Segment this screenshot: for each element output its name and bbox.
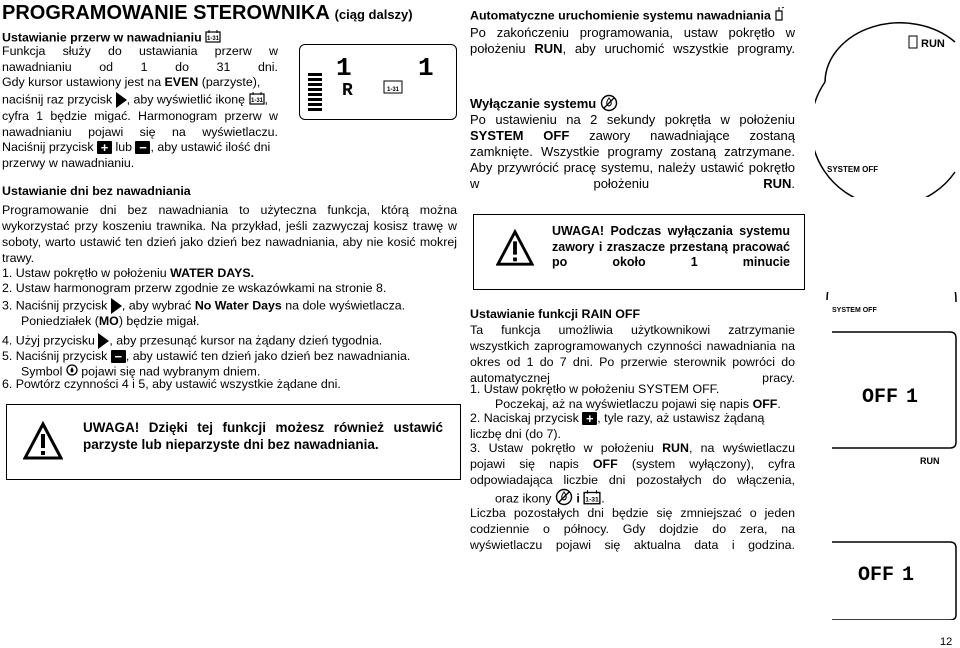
rain-off-figure (822, 292, 958, 470)
section-title-no-water-days: Ustawianie dni bez nawadniania (2, 184, 191, 198)
breaks-line4: Naciśnij przycisk + lub − , aby ustawić ilość dni przerwy w nawadnianiu. (2, 140, 271, 170)
step-4: 4. Użyj przycisku , aby przesunąć kursor na żądany dzień tygodnia. (2, 333, 383, 348)
calendar-1-31-icon (249, 91, 265, 110)
rain-step-3: 3. Ustaw pokrętło w położeniu RUN, na wyświetlaczu pojawi się napis OFF (system wyłączony), cyfra odpowiadająca liczbie dni pozostałych do włączenia, (470, 441, 795, 487)
right-arrow-button-icon (111, 298, 122, 314)
step-3: 3. Naciśnij przycisk , aby wybrać No Water Days na dole wyświetlacza. (2, 298, 406, 313)
title-suffix: (ciąg dalszy) (334, 7, 413, 22)
breaks-line1: Gdy kursor ustawiony jest na EVEN (parzyste), (2, 75, 261, 89)
warning-triangle-icon (496, 229, 534, 267)
lcd2-digit: 1 (906, 386, 919, 409)
lcd-display-breaks (299, 44, 457, 120)
right-arrow-button-icon (98, 333, 109, 349)
lcd3-off-text: OFF (858, 564, 895, 587)
section-title-system-off: Wyłączanie systemu (470, 94, 618, 116)
minus-button-icon: − (111, 350, 126, 363)
svg-text:1-31: 1-31 (585, 496, 600, 504)
dial-label-system-off: SYSTEM OFF (827, 165, 879, 174)
dial3-label-run: RUN (920, 456, 940, 466)
system-off-paragraph: Po ustawieniu na 2 sekundy pokrętła w położeniu SYSTEM OFF zawory nawadniające zostaną zamknięte. Wszystkie programy zostaną zatrzymane. Aby przywrócić pracę systemu, należy ustawić pokrętło w położeniu RUN. (470, 112, 795, 191)
breaks-line2: naciśnij raz przycisk , aby wyświetlić ikonę 1-31 , (2, 91, 292, 110)
dial2-label-system-off: SYSTEM OFF (832, 307, 877, 314)
sprinkler-icon (774, 7, 784, 26)
final-lcd-figure (822, 540, 958, 620)
no-water-days-paragraph: Programowanie dni bez nawadniania to użyteczna funkcja, którą można wykorzystać przy koszeniu trawnika. Na przykład, jeśli zazwyczaj kosisz trawę w soboty, warto ustawić ten dzień jako dzień bez nawadniania, aby nie kosić mokrej trawy. (2, 203, 457, 265)
lcd-digit-right: 1 (418, 53, 434, 83)
auto-run-paragraph: Po zakończeniu programowania, ustaw pokrętło w położeniu RUN, aby uruchomić wszystkie programy. (470, 25, 795, 56)
lcd-digit-left: 1 (336, 53, 352, 83)
step-5: 5. Naciśnij przycisk − , aby ustawić ten dzień jako dzień bez nawadniania. (2, 349, 411, 365)
plus-button-icon: + (97, 141, 112, 154)
warning-box-1 (6, 404, 461, 480)
section-title-auto-run: Automatyczne uruchomienie systemu nawadniania (470, 7, 784, 26)
step-2: 2. Ustaw harmonogram przerw zgodnie ze wskazówkami na stronie 8. (2, 281, 387, 295)
step-5-cont: Symbol pojawi się nad wybranym dniem. (21, 364, 261, 379)
page-title (2, 2, 413, 26)
dial-run-figure (815, 22, 957, 197)
step-3-cont: Poniedziałek (MO) będzie migał. (21, 314, 200, 328)
lcd-char: R (342, 81, 353, 101)
warning-triangle-icon (23, 421, 63, 461)
breaks-line3: cyfra 1 będzie migać. Harmonogram przerw w nawadnianiu pojawi się na wyświetlaczu. (2, 109, 278, 139)
warning-box-2 (473, 214, 805, 290)
title-text: PROGRAMOWANIE STEROWNIKA (2, 2, 330, 24)
step-1: 1. Ustaw pokrętło w położeniu WATER DAYS. (2, 266, 255, 280)
rain-step-2: 2. Naciskaj przycisk + , tyle razy, aż ustawisz żądaną liczbę dni (do 7). (470, 411, 765, 441)
page-number: 12 (940, 636, 953, 648)
rain-step-1-cont: Poczekaj, aż na wyświetlaczu pojawi się napis OFF. (495, 397, 781, 411)
lcd3-digit: 1 (902, 564, 915, 587)
svg-text:1-31: 1-31 (250, 98, 263, 104)
svg-text:1-31: 1-31 (207, 36, 220, 42)
lcd-breaks-graphic (300, 45, 456, 119)
plus-button-icon: + (582, 412, 597, 425)
rain-off-final-paragraph: Liczba pozostałych dni będzie się zmniejszać o jeden codziennie o północy. Gdy dojdzie do zera, na wyświetlaczu pojawi się aktualna data i godzina. (470, 506, 795, 552)
dial-label-run: RUN (921, 38, 945, 50)
section-title-rain-off: Ustawianie funkcji RAIN OFF (470, 307, 641, 321)
warning-text-2: UWAGA! Podczas wyłączania systemu zawory i zraszacze przestaną pracować po około 1 minucie (552, 224, 790, 269)
rain-off-paragraph: Ta funkcja umożliwia użytkownikowi zatrzymanie wszystkich zaprogramowanych czynności nawadniania na okres od 1 do 7 dni. Po przerwie sterownik powróci do automatycznej pracy. (470, 323, 795, 385)
warning-text-1: UWAGA! Dzięki tej funkcji możesz również ustawić parzyste lub nieparzyste dni bez nawadniania. (83, 420, 443, 452)
rain-step-1: 1. Ustaw pokrętło w położeniu SYSTEM OFF. (470, 382, 720, 396)
minus-button-icon: − (135, 141, 150, 154)
rain-step-3-icons: oraz ikony i 1-31 . (495, 488, 605, 511)
lcd2-off-text: OFF (862, 386, 899, 409)
step-6: 6. Powtórz czynności 4 i 5, aby ustawić wszystkie żądane dni. (2, 377, 341, 391)
right-arrow-button-icon (116, 92, 127, 108)
section-title-breaks: Ustawianie przerw w nawadnianiu 1-31 (2, 29, 221, 48)
lcd-131-icon: 1-31 (386, 87, 400, 93)
breaks-paragraph: Funkcja służy do ustawiania przerw w nawadnianiu od 1 do 31 dni. (2, 44, 278, 74)
